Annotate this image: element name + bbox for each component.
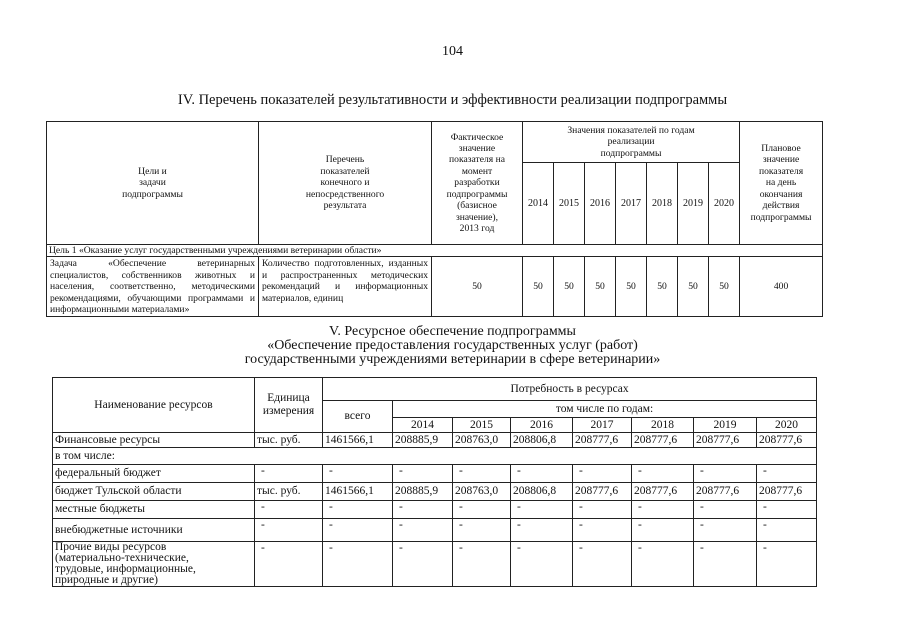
- table-row: [53, 465, 817, 483]
- table-row: [53, 483, 817, 501]
- resource-year-value: -: [632, 519, 694, 542]
- year-header: 2019: [694, 418, 757, 433]
- year-header: 2015: [554, 163, 585, 245]
- goal-1: Цель 1 «Оказание услуг государственными учреждениями ветеринарии области»: [47, 245, 823, 257]
- header-indicators-line: Перечень: [325, 154, 365, 166]
- header-values-by-year: [523, 122, 740, 163]
- resource-year-value: -: [511, 542, 573, 587]
- resource-year-value: -: [393, 519, 453, 542]
- resource-name-line: Прочие виды ресурсов: [55, 541, 167, 553]
- section-5-title-line: «Обеспечение предоставления государственных услуг (работ): [267, 338, 638, 353]
- year-header: 2014: [523, 163, 554, 245]
- resource-unit: тыс. руб.: [255, 483, 323, 501]
- resource-unit: -: [255, 465, 323, 483]
- resource-year-value: -: [453, 501, 511, 519]
- resource-name-line: трудовые, информационные,: [55, 563, 196, 575]
- resource-unit: -: [255, 542, 323, 587]
- header-actual-line: Фактическое: [450, 131, 504, 143]
- header-actual-value: [432, 122, 523, 245]
- header-indicators-line: непосредственного: [305, 188, 385, 200]
- resource-total: -: [323, 542, 393, 587]
- page-number: 104: [442, 44, 463, 59]
- year-header: 2020: [709, 163, 740, 245]
- header-indicators-line: результата: [323, 200, 367, 212]
- resource-year-value: -: [453, 465, 511, 483]
- resource-name: федеральный бюджет: [53, 465, 255, 483]
- year-header: 2018: [647, 163, 678, 245]
- resource-year-value: 208885,9: [393, 433, 453, 448]
- header-goals-line: задачи: [139, 177, 166, 189]
- base-value: 50: [432, 257, 523, 317]
- year-value: 50: [585, 257, 616, 317]
- resource-year-value: -: [694, 519, 757, 542]
- table-row: [53, 501, 817, 519]
- indicators-header-row-1: [47, 122, 823, 163]
- resource-unit: тыс. руб.: [255, 433, 323, 448]
- header-resource-name: Наименование ресурсов: [53, 378, 255, 433]
- resource-year-value: 208777,6: [632, 483, 694, 501]
- header-actual-line: показателя на: [449, 154, 505, 166]
- header-planned-line: показателя: [758, 165, 804, 177]
- resource-year-value: 208777,6: [757, 483, 817, 501]
- resource-year-value: -: [393, 465, 453, 483]
- resource-name: бюджет Тульской области: [53, 483, 255, 501]
- header-values-line: Значения показателей по годам: [567, 124, 695, 136]
- header-total: всего: [323, 401, 393, 433]
- year-header: 2015: [453, 418, 511, 433]
- year-header: 2016: [511, 418, 573, 433]
- header-planned-line: Плановое: [761, 143, 801, 155]
- header-actual-line: момент: [461, 165, 493, 177]
- year-header: 2017: [616, 163, 647, 245]
- section-4-title: IV. Перечень показателей результативности и эффективности реализации подпрограммы: [177, 92, 728, 108]
- header-planned-line: подпрограммы: [750, 211, 812, 223]
- resource-year-value: -: [573, 519, 632, 542]
- header-actual-line: (базисное: [457, 200, 497, 212]
- header-actual-line: значение: [458, 143, 496, 155]
- header-unit: [255, 378, 323, 433]
- resource-year-value: 208777,6: [632, 433, 694, 448]
- year-header: 2018: [632, 418, 694, 433]
- section-5-title-line: V. Ресурсное обеспечение подпрограммы: [329, 324, 576, 339]
- resource-year-value: -: [573, 465, 632, 483]
- header-planned-line: окончания: [759, 188, 803, 200]
- header-indicators-line: показателей: [320, 165, 370, 177]
- header-goals: [47, 122, 259, 245]
- table-row: [53, 542, 817, 587]
- resource-year-value: -: [757, 501, 817, 519]
- table-row: [53, 519, 817, 542]
- header-actual-line: подпрограммы: [446, 188, 508, 200]
- resource-unit: -: [255, 501, 323, 519]
- year-header: 2017: [573, 418, 632, 433]
- indicator-description: Количество подготовленных, изданных и распространенных методических рекомендаций и информационных материалов, единиц: [259, 257, 432, 317]
- table-row: [53, 433, 817, 448]
- resource-year-value: -: [573, 542, 632, 587]
- resource-total: 1461566,1: [323, 483, 393, 501]
- resource-year-value: 208777,6: [694, 433, 757, 448]
- year-header: 2016: [585, 163, 616, 245]
- header-actual-line: разработки: [454, 177, 500, 189]
- header-planned-value: [740, 122, 823, 245]
- header-values-line: реализации: [607, 136, 655, 148]
- section-5-title: [0, 325, 905, 367]
- task-row: [47, 257, 823, 317]
- resource-year-value: -: [632, 465, 694, 483]
- resource-year-value: 208777,6: [757, 433, 817, 448]
- year-header: 2020: [757, 418, 817, 433]
- resource-year-value: -: [694, 542, 757, 587]
- year-header: 2014: [393, 418, 453, 433]
- header-values-line: подпрограммы: [600, 147, 662, 159]
- resource-year-value: -: [757, 519, 817, 542]
- resource-name: внебюджетные источники: [53, 519, 255, 542]
- resource-year-value: -: [573, 501, 632, 519]
- resource-name: [53, 542, 255, 587]
- header-actual-line: 2013 год: [459, 222, 495, 234]
- header-unit-line: Единица: [267, 392, 310, 404]
- header-unit-line: измерения: [262, 405, 315, 417]
- resource-year-value: -: [632, 501, 694, 519]
- resource-year-value: 208777,6: [573, 433, 632, 448]
- resources-header-row-1: [53, 378, 817, 401]
- header-goals-line: подпрограммы: [122, 188, 183, 200]
- header-indicators: [259, 122, 432, 245]
- resource-year-value: -: [393, 542, 453, 587]
- resource-year-value: -: [694, 501, 757, 519]
- resource-year-value: -: [694, 465, 757, 483]
- header-resource-need: Потребность в ресурсах: [323, 378, 817, 401]
- resource-year-value: -: [393, 501, 453, 519]
- year-value: 50: [616, 257, 647, 317]
- year-value: 50: [678, 257, 709, 317]
- table-row: [53, 448, 817, 465]
- resource-year-value: 208763,0: [453, 433, 511, 448]
- resource-total: -: [323, 501, 393, 519]
- header-goals-line: Цели и: [138, 165, 167, 177]
- resource-name: местные бюджеты: [53, 501, 255, 519]
- header-by-years: том числе по годам:: [393, 401, 817, 418]
- resource-subheading: в том числе:: [53, 448, 817, 465]
- resource-total: 1461566,1: [323, 433, 393, 448]
- resource-name: Финансовые ресурсы: [53, 433, 255, 448]
- resource-unit: -: [255, 519, 323, 542]
- header-planned-line: действия: [762, 200, 800, 212]
- resources-table: [52, 377, 817, 587]
- header-actual-line: значение),: [455, 211, 498, 223]
- section-5-title-line: государственными учреждениями ветеринарии в сфере ветеринарии»: [244, 352, 661, 367]
- resource-year-value: -: [757, 465, 817, 483]
- resource-year-value: 208885,9: [393, 483, 453, 501]
- resource-year-value: -: [453, 542, 511, 587]
- year-value: 50: [709, 257, 740, 317]
- resource-name-line: (материально-технические,: [55, 552, 189, 564]
- indicators-table: [46, 121, 823, 317]
- year-value: 50: [554, 257, 585, 317]
- resource-year-value: -: [453, 519, 511, 542]
- resource-year-value: 208777,6: [573, 483, 632, 501]
- year-value: 50: [523, 257, 554, 317]
- resource-year-value: -: [511, 465, 573, 483]
- header-indicators-line: конечного и: [320, 177, 370, 189]
- resource-year-value: -: [757, 542, 817, 587]
- resource-year-value: 208806,8: [511, 483, 573, 501]
- resource-year-value: 208763,0: [453, 483, 511, 501]
- planned-value: 400: [740, 257, 823, 317]
- resource-total: -: [323, 465, 393, 483]
- header-planned-line: значение: [762, 154, 800, 166]
- resource-year-value: -: [511, 519, 573, 542]
- resource-year-value: -: [632, 542, 694, 587]
- resource-year-value: 208806,8: [511, 433, 573, 448]
- resource-year-value: 208777,6: [694, 483, 757, 501]
- year-value: 50: [647, 257, 678, 317]
- resource-total: -: [323, 519, 393, 542]
- header-planned-line: на день: [765, 177, 797, 189]
- resource-name-line: природные и другие): [55, 574, 158, 586]
- task-description: Задача «Обеспечение ветеринарных специалистов, собственников животных и населения, соответственно, методическими рекомендациями, обучающими программами и информационными материалами»: [47, 257, 259, 317]
- goal-row: [47, 245, 823, 257]
- year-header: 2019: [678, 163, 709, 245]
- resource-year-value: -: [511, 501, 573, 519]
